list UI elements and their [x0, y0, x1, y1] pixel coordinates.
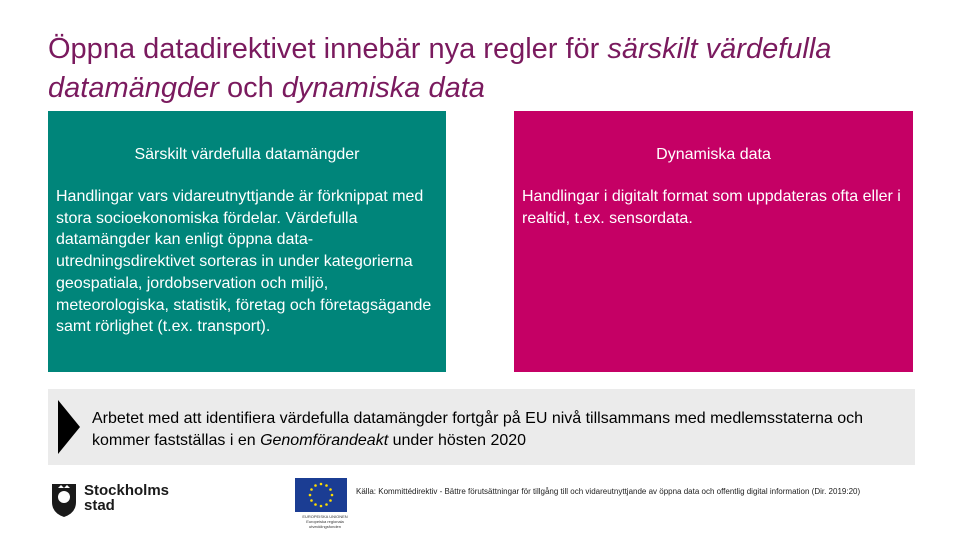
title-part-1: Öppna datadirektivet innebär nya regler för [48, 33, 608, 65]
title-part-4: dynamiska data [281, 72, 485, 104]
title-part-2: särskilt värdefulla datamängder [48, 33, 832, 104]
valuable-datasets-text: Handlingar vars vidareutnyttjande är förknippat med stora socioekonomiska fördelar. Värdefulla datamängder kan enligt öppna data-utredningsdirektivet sorteras in under kategorierna geospatiala, jordobservation och miljö, meteorologiska, statistik, företag och företagsägande samt rörlighet (t.ex. transport). [56, 188, 432, 336]
eu-caption: EUROPEISKA UNIONEN Europeiska regionala utvecklingsfonden [302, 514, 348, 529]
banner-text-end: under hösten 2020 [388, 432, 527, 449]
stockholm-crest-icon [50, 480, 78, 518]
banner-text-italic: Genomförandeakt [260, 432, 389, 449]
stockholm-logo [50, 480, 190, 520]
logo-text [84, 483, 169, 513]
banner-text [92, 408, 895, 452]
eu-flag-icon [295, 478, 347, 512]
arrow-right-icon [58, 400, 80, 454]
dynamic-data-heading: Dynamiska data [656, 146, 771, 163]
valuable-datasets-heading: Särskilt värdefulla datamängder [134, 146, 360, 163]
dynamic-data-text: Handlingar i digitalt format som uppdateras ofta eller i realtid, t.ex. sensordata. [522, 188, 901, 227]
info-banner [48, 389, 915, 465]
banner-text-main: Arbetet med att identifiera värdefulla datamängder fortgår på EU nivå tillsammans med medlemsstaterna och kommer fastställas i en [92, 410, 864, 449]
slide-title [48, 30, 928, 108]
dynamic-data-box [514, 111, 913, 372]
logo-line-2: stad [84, 497, 115, 514]
source-citation: Källa: Kommittédirektiv - Bättre förutsättningar för tillgång till och vidareutnyttjande av öppna data och offentlig digital information (Dir. 2019:20) [356, 487, 861, 496]
valuable-datasets-box [48, 111, 446, 372]
title-part-3: och [218, 72, 282, 104]
logo-line-1: Stockholms [84, 482, 170, 499]
